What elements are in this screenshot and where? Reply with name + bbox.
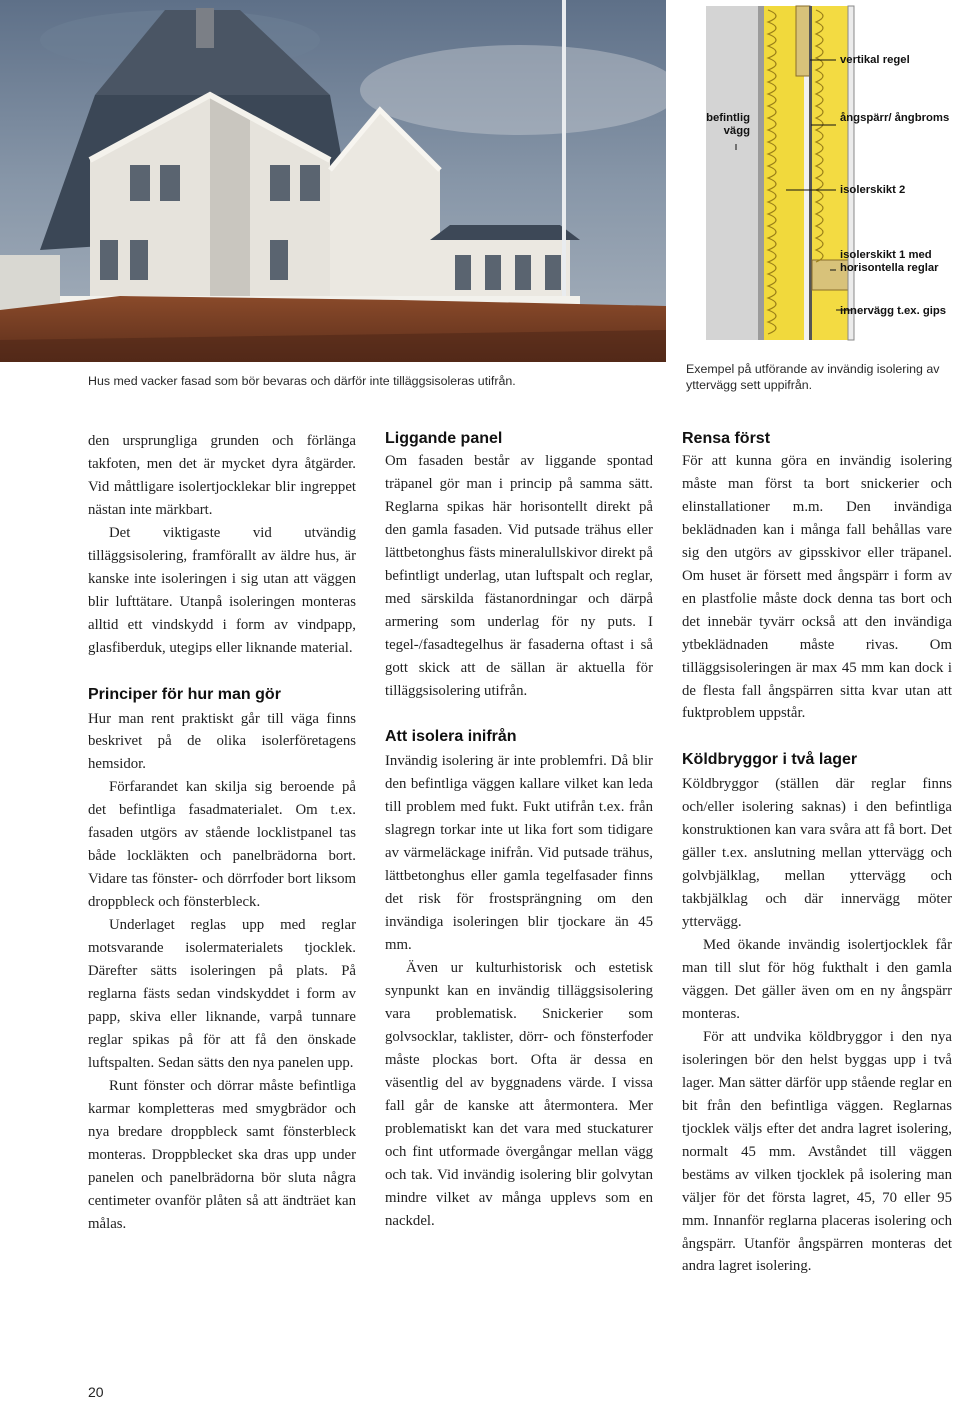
diagram-caption: Exempel på utförande av invändig isolering av yttervägg sett uppifrån.: [686, 362, 940, 392]
paragraph: Med ökande invändig isolertjocklek får man till slut för hög fukthalt i den gamla väggen. Det gäller även om en ny ångspärr monteras.: [682, 937, 952, 1022]
paragraph: Det viktigaste vid utvändig tilläggsisolering, framförallt av äldre hus, är kanske inte isoleringen i sig utan att väggen blir lufttätare. Utanpå isoleringen monteras alltid ett vindskydd i form av vindpapp, glasfiberduk, utegips eller liknande material.: [88, 524, 356, 656]
label-insulation-layer-1: isolerskikt 1 med horisontella reglar: [840, 249, 939, 274]
paragraph: Underlaget reglas upp med reglar motsvarande isolermaterialets tjocklek. Därefter sätts isoleringen på plats. På reglarna fästs sedan vindskyddet i form av papp, skiva eller liknande, varpå tunnare reglar spikas på för att få den önskade luftspalten. Sedan sätts den nya panelen upp.: [88, 917, 356, 1071]
text-column-2: [385, 428, 653, 1233]
heading-insulate-inside: Att isolera inifrån: [385, 728, 517, 746]
paragraph: Hur man rent praktiskt går till väga finns beskrivet på de olika isolerföretagens hemsidor.: [88, 710, 356, 773]
heading-clear-first: Rensa först: [682, 430, 771, 447]
text-column-1: [88, 430, 356, 1235]
paragraph: För att undvika köldbryggor i den nya isoleringen bör den helst byggas upp i två lager. Man sätter därför upp stående reglar en bit från den befintliga väggen. Reglarnas tjocklek väljs efter det andra lagret isolering, normalt 45 mm. Avståndet till väggen bestäms av vilken tjocklek på isolering man väljer för det första lagret, 45, 70 eller 95 mm. Innanför reglarna placeras isolering och ångspärr. Utanför ångspärren monteras det andra lagret isolering.: [682, 1028, 952, 1275]
heading-principles: Principer för hur man gör: [88, 685, 281, 703]
label-inner-wall: innervägg t.ex. gips: [840, 305, 947, 317]
label-insulation-layer-2: isolerskikt 2: [840, 184, 906, 196]
paragraph: Även ur kulturhistorisk och estetisk synpunkt kan en invändig tilläggsisolering vara problematisk. Snickerier som golvsocklar, taklister, dörr- och fönsterfoder måste plockas bort. Ofta är dessa en väsentlig del av byggnadens värde. I vissa fall går de kanske att återmontera. Mer problematiskt kan det vara med stuckaturer och fint utformade övergångar mellan vägg och tak. Vid invändig isolering blir golvytan mindre vilket av många upplevs som en nackdel.: [385, 960, 653, 1229]
heading-thermal-bridges: Köldbryggor i två lager: [682, 751, 858, 769]
heading-horizontal-panel: Liggande panel: [385, 430, 503, 447]
paragraph: Om fasaden består av liggande spontad träpanel gör man i princip på samma sätt. Reglarna spikas här horisontellt direkt på den gamla fasaden. Vid putsade trähus eller lättbetonghus fästs mineralullskivor direkt på befintligt underlag, utan luftspalt och reglar, med särskilda fästanordningar och därpå armering som underlag för ny puts. I tegel-/fasadtegelhus är fasaderna oftast i så gott skick att de sällan är aktuella för tilläggsisolering utifrån.: [385, 453, 653, 699]
paragraph: Runt fönster och dörrar måste befintliga karmar kompletteras med smygbrädor och nya bredare droppbleck samt fönsterbleck monteras. Droppblecket ska dras upp under panelen och panelbrädorna bör sluta några centimeter ovanför plåten så att ändträet kan målas.: [88, 1077, 356, 1232]
page-number: 20: [88, 1384, 104, 1400]
text-column-3: [682, 428, 952, 1278]
insulation-diagram: [676, 0, 960, 362]
label-existing-wall: befintlig vägg: [706, 112, 750, 137]
paragraph: Invändig isolering är inte problemfri. Då blir den befintliga väggen kallare vilket kan leda till problem med fukt. Fukt utifrån t.ex. från slagregn torkar inte ut lika fort som tidigare av värmeläckage inifrån. Vid putsade trähus, lättbetonghus eller gamla tegelfasader finns det risk för frostsprängning om den invändiga isoleringen blir tjockare än 45 mm.: [385, 753, 653, 954]
house-photo: [0, 0, 666, 362]
paragraph: För att kunna göra en invändig isolering måste man först ta bort snickerier och elinstallationer m.m. Den invändiga beklädnaden kan i många fall behållas vare sig den utgörs av gipsskivor eller träpanel. Om huset är försett med ångspärr i form av en plastfolie måste dock denna tas bort och det innebär tyvärr också att den invändiga ytbeklädnaden måste rivas. Om tilläggsisoleringen är max 45 mm kan dock i de flesta fall ångspärren sitta kvar utan att fuktproblem uppstår.: [682, 453, 952, 722]
paragraph: Förfarandet kan skilja sig beroende på det befintliga fasadmaterialet. Om t.ex. fasaden utgörs av stående locklistpanel tas både lockläkten och panelbrädorna bort. Vidare tas fönster- och dörrfoder bort liksom droppbleck och fönsterbleck.: [88, 779, 356, 911]
photo-caption: Hus med vacker fasad som bör bevaras och därför inte tilläggsisoleras utifrån.: [88, 374, 516, 388]
label-vapour-barrier: ångspärr/ ångbroms: [840, 112, 950, 124]
paragraph: Köldbryggor (ställen där reglar finns och/eller isolering saknas) i den befintliga konstruktionen kan vara svåra att få bort. Det gäller t.ex. anslutning mellan yttervägg och golvbjälklag, mellan yttervägg och takbjälklag och där innervägg möter yttervägg.: [682, 776, 952, 931]
paragraph: den ursprungliga grunden och förlänga takfoten, men det är mycket dyra åtgärder. Vid måttligare isolertjocklekar blir ingreppet nästan inte märkbart.: [88, 433, 356, 518]
label-vertical-stud: vertikal regel: [840, 54, 910, 66]
